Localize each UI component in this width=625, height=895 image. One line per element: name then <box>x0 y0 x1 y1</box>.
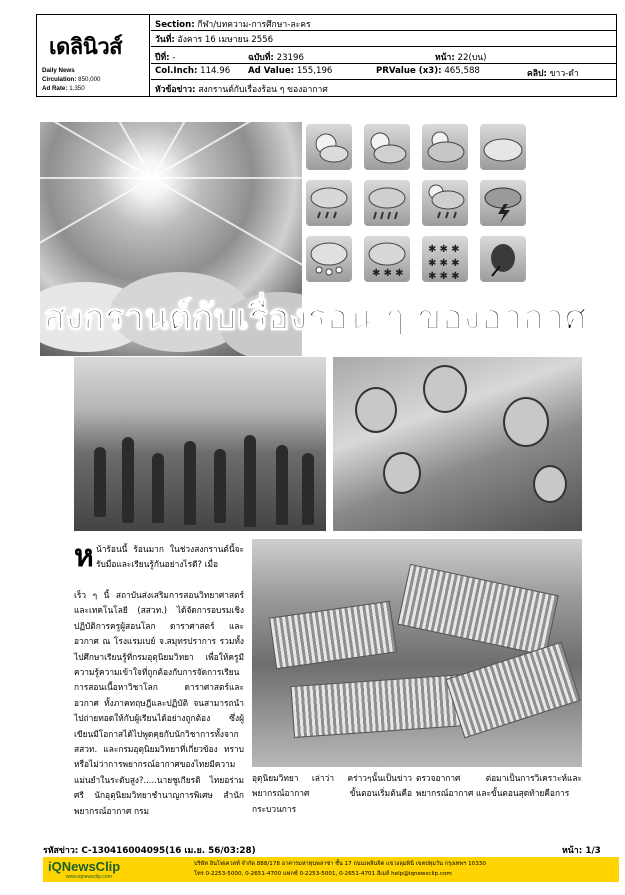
iqnewsclip-url: www.iqnewsclip.com <box>66 874 112 880</box>
company-contact: โทร 0-2253-5000, 0-2651-4700 แฟกซ์ 0-2253-5001, 0-2651-4701 อีเมล์ help@iqnewsclip.com <box>194 871 452 877</box>
header-logo-area <box>37 15 150 96</box>
crowd-photo <box>74 357 326 531</box>
drop-cap: ห <box>74 539 94 574</box>
news-code: รหัสข่าว: C-130416004095(16 เม.ย. 56/03:28) <box>43 846 256 856</box>
sun-cloud-partly-icon <box>422 124 468 170</box>
divider <box>151 30 617 31</box>
article-column-2: อุตุนิยมวิทยา เล่าว่า คร่าวๆนั้นเป็นข่าวพยากรณ์อากาศ ขั้นตอนเริ่มต้นคือกระบวนการ <box>252 773 412 814</box>
page-indicator: หน้า: 1/3 <box>562 846 601 856</box>
colinch-field: Col.Inch: 114.96 <box>155 66 231 76</box>
article-column-1: เร็ว ๆ นี้ สถาบันส่งเสริมการสอนวิทยาศาสตร์และเทคโนโลยี (สสวท.) ได้จัดการอบรมเชิงปฏิบัติการครูผู้สอนโลก ดาราศาสตร์ และอวกาศ ณ โรงแรมเบย์ จ.สมุทรปราการ รวมทั้งไปศึกษาเรียนรู้ที่กรมอุตุนิยมวิทยา เพื่อให้ครูมีความรู้ความเข้าใจที่ถูกต้องกับการจัดการเรียนการสอนเนื้อหาวิชาโลก ดาราศาสตร์และอวกาศ ทั้งภาคทฤษฎีและปฏิบัติ จนสามารถนำไปถ่ายทอดให้กับผู้เรียนได้อย่างถูกต้อง ซึ่งผู้เขียนมีโอกาสได้ไปพูดคุยกับนักวิชาการทั้งจาก สสวท. และกรมอุตุนิยมวิทยาที่เกี่ยวข้อง ทราบหรือไม่ว่าการพยากรณ์อากาศของไทยมีความแม่นยำในระดับสูง?.....นายชูเกียรติ ไทยอร่ามศรี นักอุตุนิยมวิทยาชำนาญการพิเศษ สำนักพยากรณ์อากาศ กรม <box>74 590 244 816</box>
headline: สงกรานต์กับเรื่องร้อน ๆ ของอากาศ <box>44 298 588 338</box>
sun-cloud-icon <box>364 124 410 170</box>
article-column-3: ตรวจอากาศ ต่อมาเป็นการวิเคราะห์และพยากรณ์อากาศ และขั้นตอนสุดท้ายคือการ <box>416 773 582 799</box>
year-field: ปีที่: - <box>155 53 176 63</box>
cloudy-icon <box>480 124 526 170</box>
thunderstorm-icon <box>480 180 526 226</box>
prvalue-field: PRValue (x3): 465,588 <box>376 66 480 76</box>
divider <box>151 63 617 64</box>
svg-text:✱ ✱ ✱: ✱ ✱ ✱ <box>428 244 460 255</box>
iqnewsclip-logo: iQNewsClip <box>48 859 121 874</box>
heavy-rain-icon <box>306 236 352 282</box>
newspaper-logo: เดลินิวส์ <box>49 35 123 60</box>
header-box <box>36 14 617 97</box>
partly-cloudy-icon <box>306 124 352 170</box>
advalue-field: Ad Value: 155,196 <box>248 66 333 76</box>
clip-field: คลิป: ขาว-ดำ <box>527 69 579 79</box>
divider <box>151 79 617 80</box>
snow-icon <box>422 236 468 282</box>
section-row: Section: กีฬา/บทความ-การศึกษา-ละคร <box>155 20 311 30</box>
divider <box>151 46 617 47</box>
svg-text:✱ ✱ ✱: ✱ ✱ ✱ <box>428 271 460 282</box>
umbrella-icon <box>480 236 526 282</box>
ad-rate: Ad Rate: 1,350 <box>42 85 85 92</box>
article-column-1-intro: น้าร้อนนี้ ร้อนมาก ในช่วงสงกรานต์นี้จะรับมือและเรียนรู้กันอย่างไรดี? เมื่อ <box>96 544 244 570</box>
circulation: Circulation: 850,000 <box>42 76 101 83</box>
daily-news-label: Daily News <box>42 67 75 74</box>
topic-row: หัวข้อข่าว: สงกรานต์กับเรื่องร้อน ๆ ของอากาศ <box>155 85 328 95</box>
svg-text:✱ ✱ ✱: ✱ ✱ ✱ <box>372 268 404 279</box>
kids-water-photo <box>333 357 582 531</box>
issue-field: ฉบับที่: 23196 <box>248 53 304 63</box>
date-row: วันที่: อังคาร 16 เมษายน 2556 <box>155 35 274 45</box>
damaged-house-photo <box>252 539 582 767</box>
svg-text:✱ ✱ ✱: ✱ ✱ ✱ <box>428 258 460 269</box>
sun-rain-icon <box>422 180 468 226</box>
light-rain-icon <box>306 180 352 226</box>
rain-icon <box>364 180 410 226</box>
snow-cloud-icon <box>364 236 410 282</box>
page-field: หน้า: 22(บน) <box>435 53 487 63</box>
company-address: บริษัท อินโฟเควสท์ จำกัด 888/178 อาคารมหาทุนพลาซ่า ชั้น 17 ถนนเพลินจิต แขวงลุมพินี เขตปทุมวัน กรุงเทพฯ 10330 <box>194 861 486 867</box>
